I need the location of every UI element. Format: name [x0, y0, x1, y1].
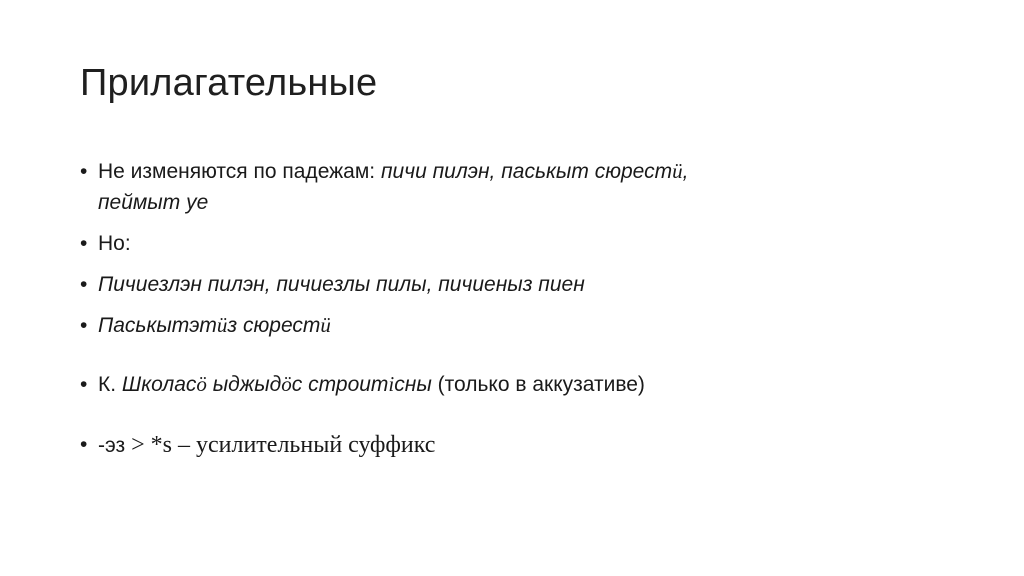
word-part: с строит — [291, 373, 389, 396]
example-letter: ӥ — [672, 159, 683, 183]
word-part: Школас — [121, 373, 197, 396]
special-letter: ӥ — [216, 313, 228, 337]
phrase-part-a: Паськытэт — [98, 314, 217, 337]
special-letter: ӥ — [320, 313, 331, 337]
word-part: ыджыд — [206, 373, 282, 396]
bullet-dot: • — [80, 160, 88, 183]
bullet-dot: • — [80, 273, 88, 296]
bullet-item-paskyt-forms — [80, 310, 940, 341]
suffix-lead: -эз — [98, 434, 126, 457]
bullet-tail-text: (только в аккузативе) — [431, 373, 645, 396]
bullet-list — [80, 156, 940, 463]
bullet-dot: • — [80, 433, 88, 456]
special-letter: ӧ — [196, 372, 207, 396]
example-phrase-1: пичи пилэн, паськыт сюрест — [380, 160, 673, 183]
bullet-dot: • — [80, 314, 88, 337]
bullet-dot: • — [80, 373, 88, 396]
suffix-description: > *s – усилительный суффикс — [125, 432, 436, 458]
slide-title: Прилагательные — [80, 62, 378, 104]
special-letter: ӧ — [281, 372, 292, 396]
phrase-part-b: з сюрест — [227, 314, 321, 337]
special-letter: і — [388, 372, 395, 396]
bullet-text: Пичиезлэн пилэн, пичиезлы пилы, пичиеныз пиен — [98, 273, 585, 296]
bullet-lead-text: Не изменяются по падежам: — [98, 160, 381, 183]
bullet-item-komi-example — [80, 369, 940, 400]
bullet-lead-text: К. — [98, 373, 122, 396]
bullet-item-suffix — [80, 428, 940, 463]
bullet-item-pichi-forms — [80, 269, 940, 300]
bullet-item-but — [80, 228, 940, 259]
bullet-dot: • — [80, 232, 88, 255]
bullet-item-declension — [80, 156, 940, 218]
example-comma: , — [682, 160, 689, 183]
word-part: сны — [394, 373, 432, 396]
example-phrase-2: пеймыт уе — [98, 191, 209, 214]
bullet-text: Но: — [98, 232, 131, 255]
